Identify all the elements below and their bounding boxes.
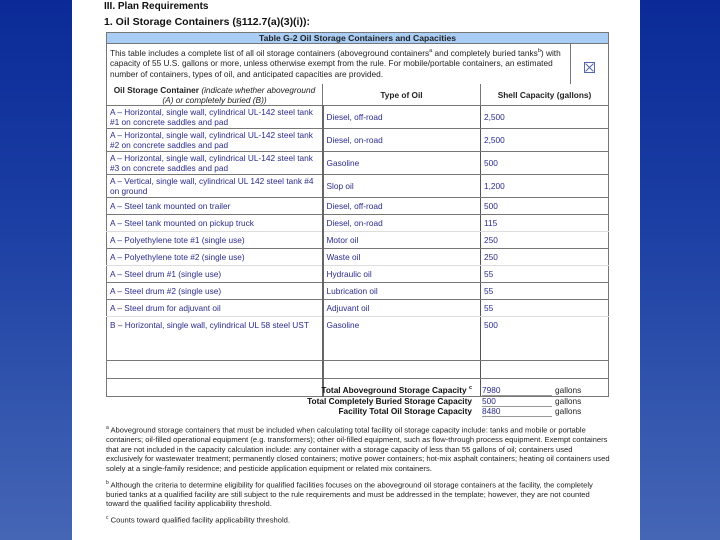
facility-total-label: Facility Total Oil Storage Capacity	[338, 406, 472, 416]
footnote-b: $^b$ Although the criteria to determine eligibility for qualified facilities focuses on the aboveground oil storage containers at the facility, the completely buried tanks at a qualified facility are still subject to the rule requirements and must be addressed in the template; however, they are not counted toward the qualified facility applicability threshold.	[106, 479, 593, 509]
container-cell[interactable]: A – Polyethylene tote #2 (single use)	[107, 249, 323, 266]
oil-type-cell[interactable]: Gasoline	[323, 317, 481, 361]
container-cell[interactable]: A – Polyethylene tote #1 (single use)	[107, 232, 323, 249]
oil-type-cell[interactable]	[323, 361, 481, 379]
table-row	[107, 175, 609, 198]
table-row	[107, 300, 609, 317]
total-aboveground-row	[106, 385, 608, 396]
oil-type-cell[interactable]: Diesel, off-road	[323, 106, 481, 129]
container-cell[interactable]: A – Steel drum #2 (single use)	[107, 283, 323, 300]
oil-type-cell[interactable]: Diesel, off-road	[323, 198, 481, 215]
total-aboveground-label: Total Aboveground Storage Capacity $^c$	[321, 385, 472, 395]
table-row	[107, 317, 609, 361]
container-cell[interactable]: A – Vertical, single wall, cylindrical UL 142 steel tank #4 on ground	[107, 175, 323, 198]
total-aboveground-value[interactable]: 7980	[482, 385, 552, 396]
capacity-totals	[106, 385, 608, 417]
intro-checkbox-cell[interactable]	[571, 44, 609, 85]
unit-label: gallons	[555, 406, 582, 416]
unit-label: gallons	[555, 385, 582, 395]
footnote-a: $^a$ Aboveground storage containers that must be included when calculating total facility oil storage capacity include: tanks and mobile or portable containers; oil-filled operational equipment (e.g. transformers); other oil-filled equipment, such as flow-through process equipment. Exempt containers that are not included in the capacity calculation include: any container with a storage capacity of less than 55 gallons of oil; containers used exclusively for wastewater treatment; permanently closed containers; motive power containers; hot-mix asphalt containers; heating oil containers used solely at a single-family residence; and pesticide application equipment or related mix containers.	[106, 425, 610, 473]
oil-type-cell[interactable]: Diesel, on-road	[323, 215, 481, 232]
table-row	[107, 232, 609, 249]
total-buried-row	[106, 396, 608, 407]
header-oil-storage-container: Oil Storage Container (indicate whether aboveground (A) or completely buried (B))	[107, 84, 323, 106]
container-cell[interactable]: A – Horizontal, single wall, cylindrical UL-142 steel tank #1 on concrete saddles and pad	[107, 106, 323, 129]
oil-storage-table	[106, 32, 609, 397]
capacity-cell[interactable]	[481, 361, 609, 379]
container-cell[interactable]: B – Horizontal, single wall, cylindrical UL 58 steel UST	[107, 317, 323, 361]
document-page	[72, 0, 640, 540]
capacity-cell[interactable]: 55	[481, 300, 609, 317]
table-row	[107, 249, 609, 266]
header-type-of-oil: Type of Oil	[323, 84, 481, 106]
container-cell[interactable]	[107, 361, 323, 379]
unit-label: gallons	[555, 395, 582, 406]
capacity-cell[interactable]: 115	[481, 215, 609, 232]
header-shell-capacity: Shell Capacity (gallons)	[481, 84, 609, 106]
oil-type-cell[interactable]: Lubrication oil	[323, 283, 481, 300]
section-title: III. Plan Requirements	[104, 1, 209, 12]
oil-type-cell[interactable]: Diesel, on-road	[323, 129, 481, 152]
oil-type-cell[interactable]: Motor oil	[323, 232, 481, 249]
checked-checkbox-icon[interactable]	[584, 62, 595, 73]
container-cell[interactable]: A – Steel drum #1 (single use)	[107, 266, 323, 283]
total-buried-label: Total Completely Buried Storage Capacity	[307, 395, 472, 406]
table-row	[107, 106, 609, 129]
table-row	[107, 283, 609, 300]
subsection-title: 1. Oil Storage Containers (§112.7(a)(3)(i)):	[104, 16, 310, 28]
table-intro-text: This table includes a complete list of all oil storage containers (aboveground containers$^a$ and completely buried tanks$^b$) with capacity of 55 U.S. gallons or more, unless otherwise exempt from the rule. For mobile/portable containers, an estimated number of containers, types of oil, and anticipated capacities are provided.	[107, 44, 571, 85]
table-row	[107, 152, 609, 175]
facility-total-value[interactable]: 8480	[482, 406, 552, 417]
table-row	[107, 215, 609, 232]
facility-total-row	[106, 406, 608, 417]
oil-type-cell[interactable]: Waste oil	[323, 249, 481, 266]
footnote-c: $^c$ Counts toward qualified facility applicability threshold.	[106, 514, 291, 525]
capacity-cell[interactable]: 1,200	[481, 175, 609, 198]
capacity-cell[interactable]: 55	[481, 283, 609, 300]
container-cell[interactable]: A – Steel drum for adjuvant oil	[107, 300, 323, 317]
footnotes	[106, 424, 611, 530]
capacity-cell[interactable]: 2,500	[481, 106, 609, 129]
container-cell[interactable]: A – Horizontal, single wall, cylindrical UL-142 steel tank #3 on concrete saddles and pad	[107, 152, 323, 175]
table-row-empty	[107, 361, 609, 379]
table-row	[107, 266, 609, 283]
table-row	[107, 198, 609, 215]
capacity-cell[interactable]: 250	[481, 232, 609, 249]
capacity-cell[interactable]: 250	[481, 249, 609, 266]
oil-type-cell[interactable]: Hydraulic oil	[323, 266, 481, 283]
oil-type-cell[interactable]: Adjuvant oil	[323, 300, 481, 317]
capacity-cell[interactable]: 500	[481, 317, 609, 361]
capacity-cell[interactable]: 2,500	[481, 129, 609, 152]
oil-type-cell[interactable]: Slop oil	[323, 175, 481, 198]
total-buried-value[interactable]: 500	[482, 396, 552, 407]
table-caption: Table G-2 Oil Storage Containers and Capacities	[107, 33, 609, 44]
container-cell[interactable]: A – Horizontal, single wall, cylindrical UL-142 steel tank #2 on concrete saddles and pad	[107, 129, 323, 152]
container-cell[interactable]: A – Steel tank mounted on trailer	[107, 198, 323, 215]
oil-type-cell[interactable]: Gasoline	[323, 152, 481, 175]
capacity-cell[interactable]: 55	[481, 266, 609, 283]
capacity-cell[interactable]: 500	[481, 198, 609, 215]
table-row	[107, 129, 609, 152]
container-cell[interactable]: A – Steel tank mounted on pickup truck	[107, 215, 323, 232]
capacity-cell[interactable]: 500	[481, 152, 609, 175]
